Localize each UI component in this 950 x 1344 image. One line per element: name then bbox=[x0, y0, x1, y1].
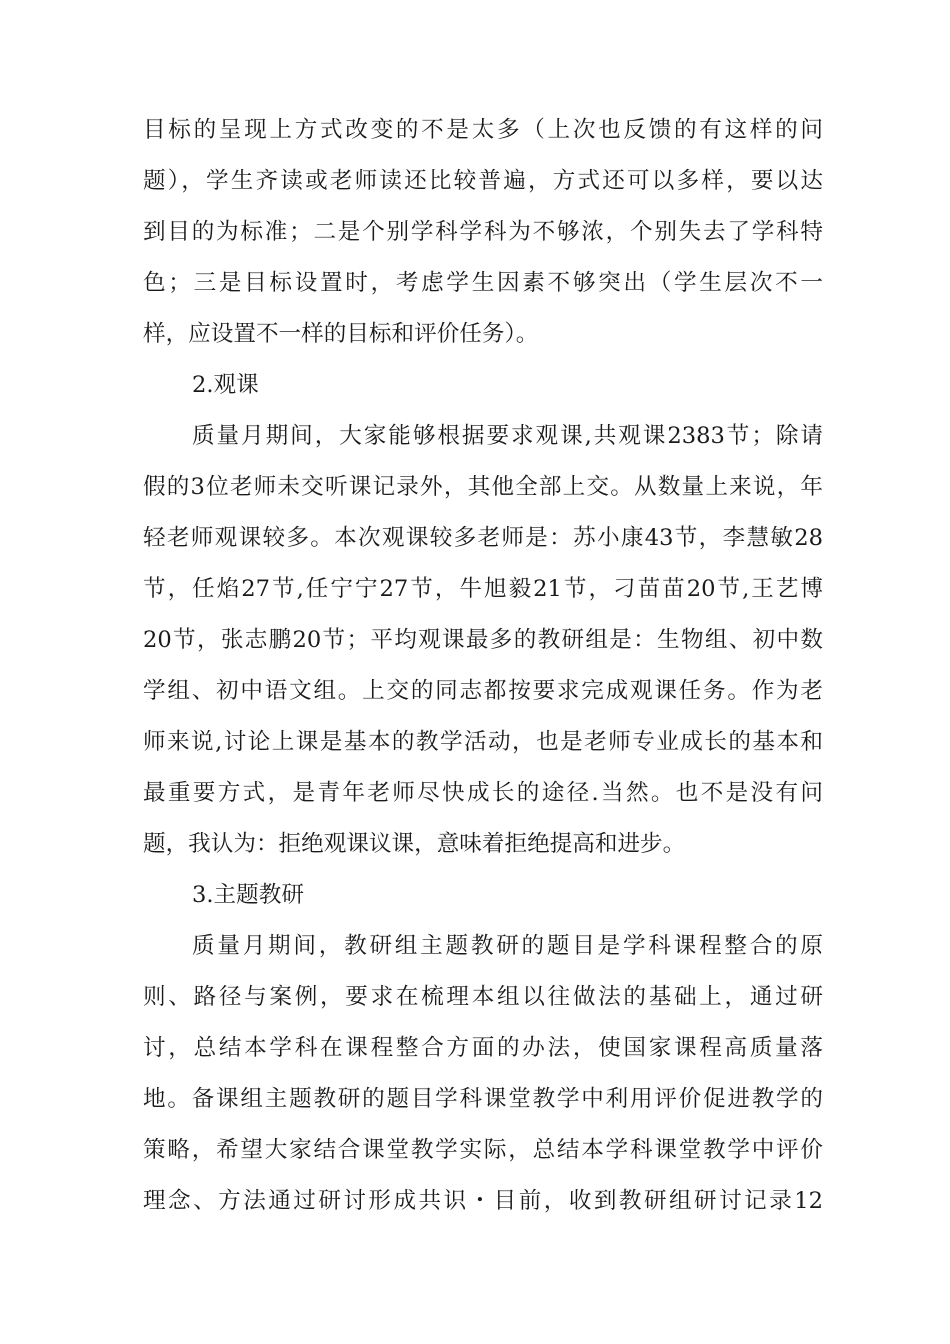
text-line: 地。备课组主题教研的题目学科课堂教学中利用评价促进教学的 bbox=[143, 1086, 823, 1112]
text-line: 策略，希望大家结合课堂教学实际，总结本学科课堂教学中评价 bbox=[143, 1137, 823, 1163]
text-line: 到目的为标准；二是个别学科学科为不够浓，个别失去了学科特 bbox=[143, 219, 823, 245]
text-line: 假的3位老师未交听课记录外，其他全部上交。从数量上来说，年 bbox=[143, 474, 823, 500]
text-line: 题，我认为：拒绝观课议课，意味着拒绝提高和进步。 bbox=[143, 831, 686, 857]
text-line: 样，应设置不一样的目标和评价任务）。 bbox=[143, 321, 539, 347]
text-line: 讨，总结本学科在课程整合方面的办法，使国家课程高质量落 bbox=[143, 1035, 823, 1061]
section-heading: 3.主题教研 bbox=[192, 882, 304, 908]
text-line: 学组、初中语文组。上交的同志都按要求完成观课任务。作为老 bbox=[143, 678, 823, 704]
text-line: 色；三是目标设置时，考虑学生因素不够突出（学生层次不一 bbox=[143, 270, 823, 296]
text-line: 目标的呈现上方式改变的不是太多（上次也反馈的有这样的问 bbox=[143, 117, 823, 143]
section-heading: 2.观课 bbox=[192, 372, 259, 398]
text-line: 最重要方式，是青年老师尽快成长的途径.当然。也不是没有问 bbox=[143, 780, 823, 806]
text-line: 节，任焰27节,任宁宁27节，牛旭毅21节，刁苗苗20节,王艺博 bbox=[143, 576, 823, 602]
text-line: 理念、方法通过研讨形成共识・目前，收到教研组研讨记录12 bbox=[143, 1188, 823, 1214]
text-line: 轻老师观课较多。本次观课较多老师是：苏小康43节，李慧敏28 bbox=[143, 525, 823, 551]
text-line: 20节，张志鹏20节；平均观课最多的教研组是：生物组、初中数 bbox=[143, 627, 823, 653]
paragraph-first-line: 质量月期间，教研组主题教研的题目是学科课程整合的原 bbox=[192, 933, 823, 959]
text-line: 师来说,讨论上课是基本的教学活动，也是老师专业成长的基本和 bbox=[143, 729, 823, 755]
text-line: 题），学生齐读或老师读还比较普遍，方式还可以多样，要以达 bbox=[143, 168, 823, 194]
text-line: 则、路径与案例，要求在梳理本组以往做法的基础上，通过研 bbox=[143, 984, 823, 1010]
paragraph-first-line: 质量月期间，大家能够根据要求观课,共观课2383节；除请 bbox=[192, 423, 823, 449]
